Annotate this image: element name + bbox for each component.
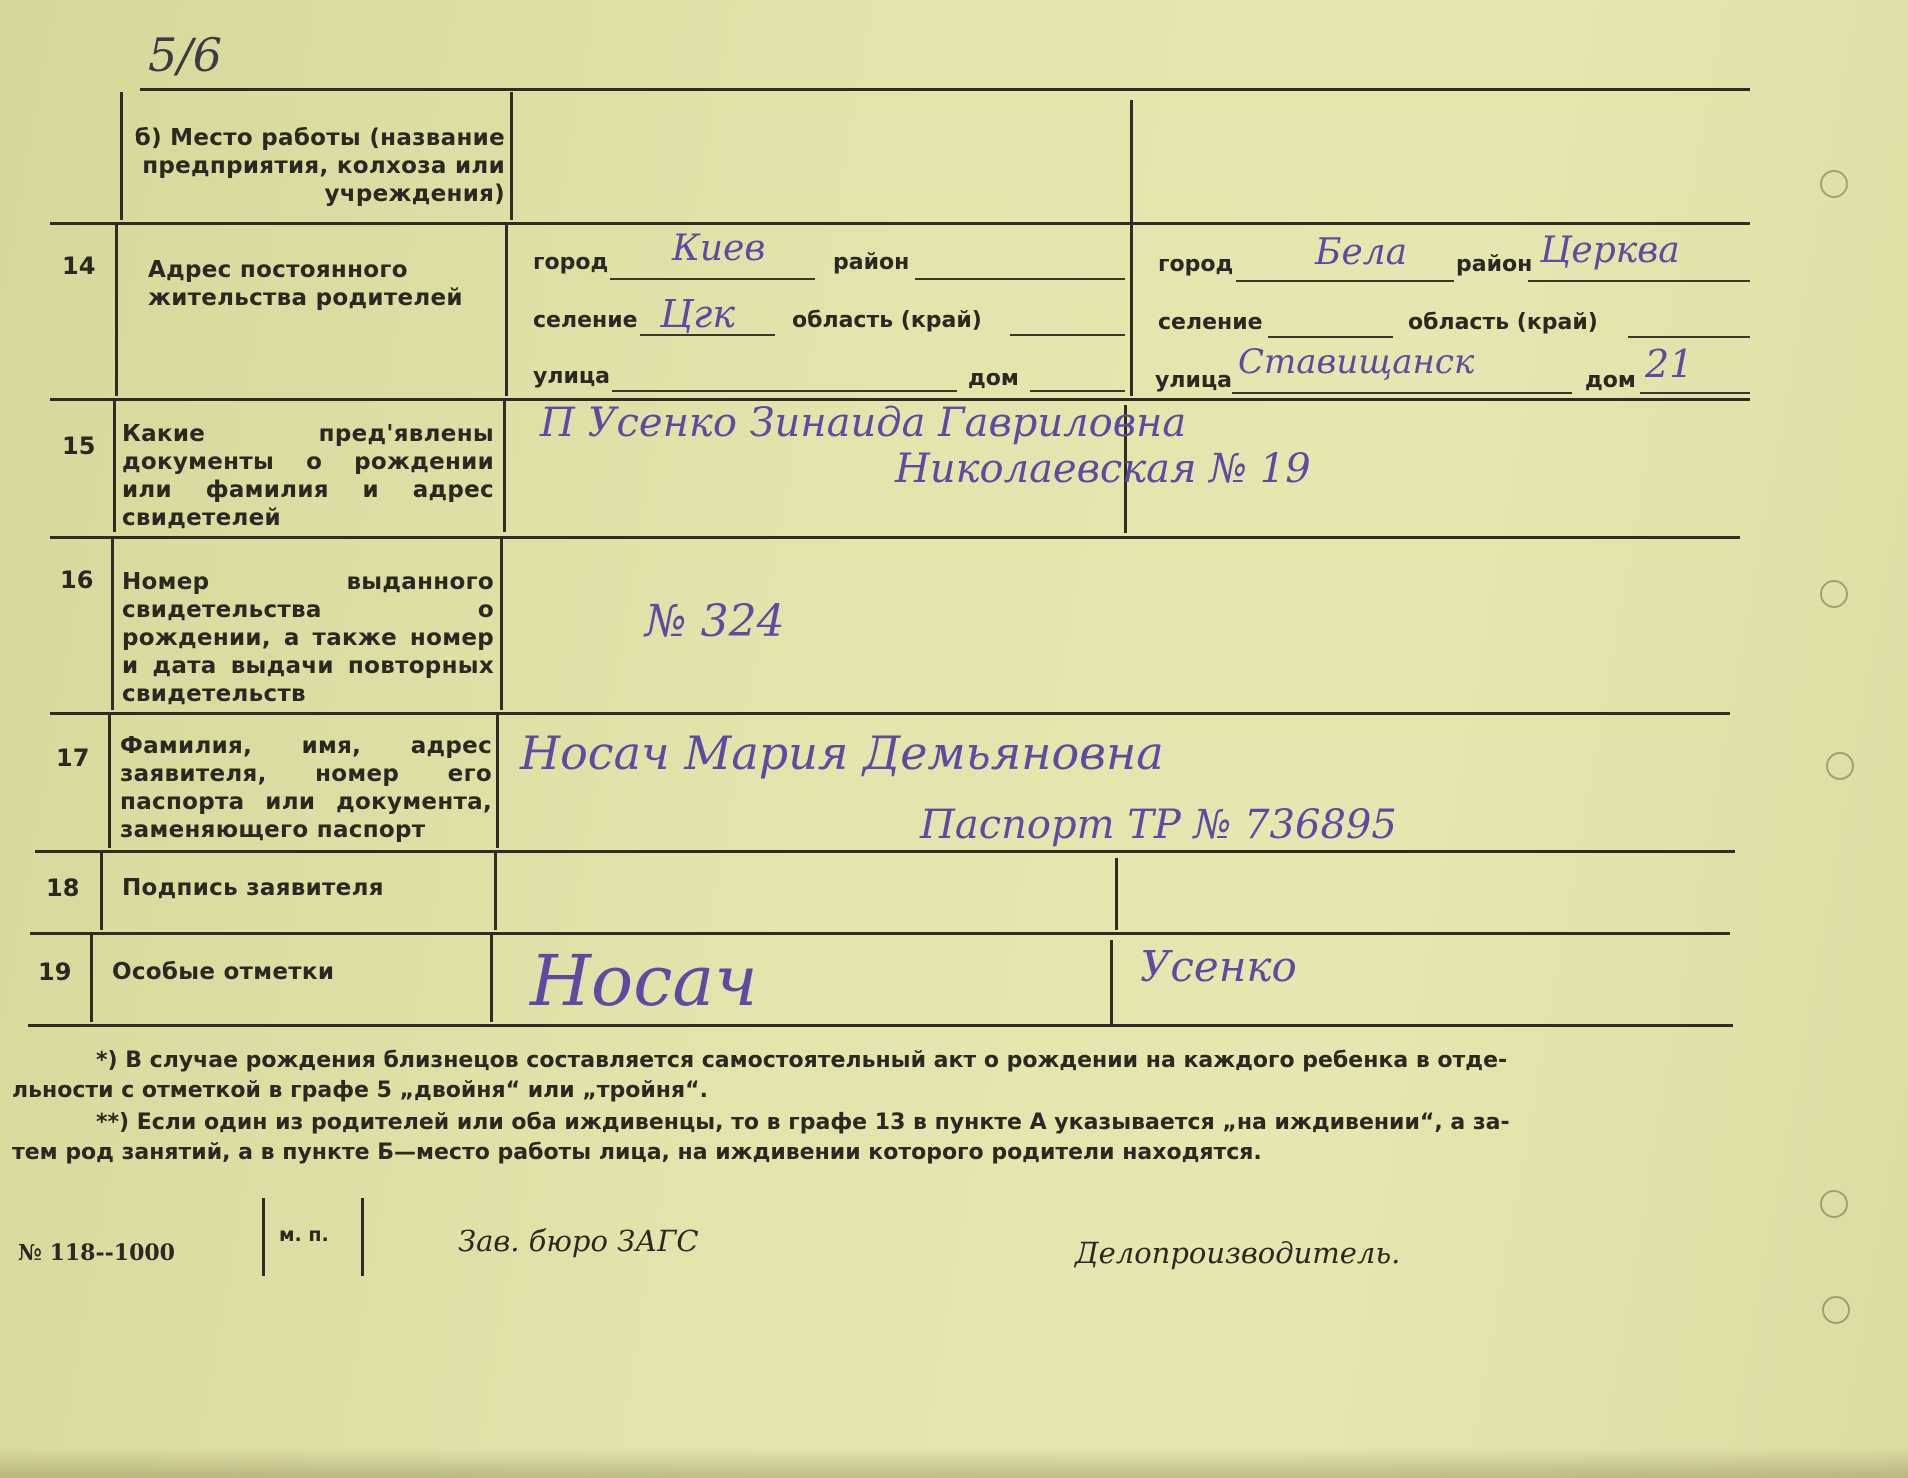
row14-right-dom: дом <box>1585 368 1636 393</box>
row14-left-oblast: область (край) <box>792 308 982 333</box>
row14-right-rayon-value: Церква <box>1540 230 1680 271</box>
row13b-label: б) Место работы (название предприятия, колхоза или учреждения) <box>134 125 505 207</box>
binder-hole <box>1820 170 1848 198</box>
row14-left-ulica: улица <box>533 364 611 389</box>
stamp-label: м. п. <box>279 1224 329 1246</box>
corner-mark: 5/6 <box>148 28 223 82</box>
row14-left-dom: дом <box>968 366 1019 391</box>
row19-number: 19 <box>38 958 72 986</box>
row19-hand-left: Носач <box>530 940 758 1022</box>
row17-hand-line2: Паспорт ТР № 736895 <box>920 802 1397 848</box>
row14-right-gorod-value: Бела <box>1315 232 1408 273</box>
zags-head-signature-label: Зав. бюро ЗАГС <box>458 1224 699 1258</box>
row15-label: Какие пред'явлены документы о рождении или фамилия и адрес свидетелей <box>122 421 494 531</box>
row16-number: 16 <box>60 566 94 594</box>
row14-right-ulica-value: Ставищанск <box>1238 342 1475 382</box>
binder-hole <box>1820 1190 1848 1218</box>
top-rule <box>140 88 1750 91</box>
footnote-1-line1: *) В случае рождения близнецов составляется самостоятельный акт о рождении на каждого ребенка в отде- <box>96 1048 1508 1073</box>
row14-left-selenie-value: Цгк <box>660 292 736 336</box>
row19-hand-right: Усенко <box>1140 942 1297 991</box>
row19-label: Особые отметки <box>112 959 335 985</box>
row14-left-selenie: селение <box>533 308 638 333</box>
row14-right-gorod: город <box>1158 252 1234 277</box>
footnote-2-line2: тем род занятий, а в пункте Б—место работы лица, на иждивении которого родители находятся. <box>12 1140 1262 1165</box>
row18-number: 18 <box>46 874 80 902</box>
row17-hand-line1: Носач Мария Демьяновна <box>520 726 1164 780</box>
row14-label: Адрес постоянного жительства родителей <box>148 257 463 311</box>
footnote-1-line2: льности с отметкой в графе 5 „двойня“ или „тройня“. <box>12 1078 708 1103</box>
footnote-2-line1: **) Если один из родителей или оба иждивенцы, то в графе 13 в пункте А указывается „на иждивении“, а за- <box>96 1110 1510 1135</box>
row18-label: Подпись заявителя <box>122 875 384 901</box>
page-edge-shadow <box>0 1448 1908 1478</box>
row17-number: 17 <box>56 744 90 772</box>
row17-label: Фамилия, имя, адрес заявителя, номер его паспорта или документа, заменяющего паспорт <box>120 733 492 843</box>
binder-hole <box>1820 580 1848 608</box>
row14-right-rayon: район <box>1456 252 1533 277</box>
row15-number: 15 <box>62 432 96 460</box>
form-number: № 118--1000 <box>18 1240 175 1266</box>
row14-left-gorod-value: Киев <box>672 228 766 269</box>
binder-hole <box>1822 1296 1850 1324</box>
row15-hand-line2: Николаевская № 19 <box>895 446 1311 492</box>
row14-left-gorod: город <box>533 250 609 275</box>
row15-hand-line1: П Усенко Зинаида Гавриловна <box>540 400 1187 446</box>
row14-right-ulica: улица <box>1155 368 1233 393</box>
binder-hole <box>1826 752 1854 780</box>
row14-right-dom-value: 21 <box>1645 342 1694 386</box>
row16-hand: № 324 <box>645 596 785 647</box>
row14-right-selenie: селение <box>1158 310 1263 335</box>
row14-right-oblast: область (край) <box>1408 310 1598 335</box>
clerk-signature-label: Делопроизводитель. <box>1075 1236 1401 1270</box>
stamp-box <box>262 1198 364 1276</box>
row16-label: Номер выданного свидетельства о рождении, а также номер и дата выдачи повторных свидетельств <box>122 569 494 707</box>
row14-number: 14 <box>62 252 96 280</box>
row14-left-rayon: район <box>833 250 910 275</box>
